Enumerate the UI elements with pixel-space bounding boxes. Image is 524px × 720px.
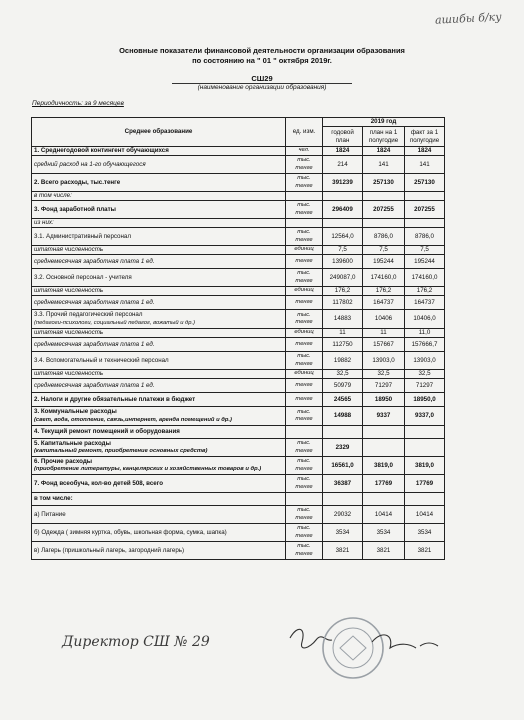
row-label-text: в том числе: [34, 192, 72, 200]
row-unit: тенге [286, 338, 323, 352]
row-unit: тыс. тенге [286, 269, 323, 287]
row-label [32, 219, 286, 228]
plan-half-value: 207255 [363, 201, 405, 219]
plan-half-value [363, 426, 405, 439]
row-label-text: 2. Всего расходы, тыс.тенге [34, 178, 121, 186]
row-label-text: 5. Капитальные расходы [34, 439, 111, 447]
fact-half-value: 141 [405, 156, 445, 174]
row-label [32, 192, 286, 201]
table-row [32, 506, 445, 524]
table-row [32, 255, 445, 269]
row-unit: тыс. тенге [286, 457, 323, 475]
annual-plan-value: 249087,0 [323, 269, 363, 287]
plan-half-value: 157667 [363, 338, 405, 352]
row-label [32, 338, 286, 352]
annual-plan-value: 14883 [323, 310, 363, 329]
annual-plan-value: 7,5 [323, 246, 363, 255]
row-label-text: штатная численность [34, 246, 104, 254]
table-row [32, 246, 445, 255]
row-label-text: б) Одежда ( зимняя куртка, обувь, школьная форма, сумка, шапка) [34, 528, 227, 536]
row-label [32, 147, 286, 156]
table-row [32, 370, 445, 379]
fact-half-value: 164737 [405, 296, 445, 310]
row-label-text: среднемесячная заработная плата 1 ед. [34, 257, 155, 265]
table-row [32, 219, 445, 228]
organization-caption: (наименование организации образования) [197, 84, 327, 91]
row-label [32, 493, 286, 506]
annual-plan-value: 36387 [323, 475, 363, 493]
fact-half-value [405, 219, 445, 228]
fact-half-value [405, 426, 445, 439]
row-unit: тыс. тенге [286, 201, 323, 219]
row-unit: тыс. тенге [286, 439, 323, 457]
plan-half-value [363, 192, 405, 201]
fact-half-value [405, 493, 445, 506]
row-unit: тенге [286, 393, 323, 407]
fact-half-value: 9337,0 [405, 407, 445, 426]
row-label [32, 506, 286, 524]
table-row [32, 457, 445, 475]
row-unit: тыс. тенге [286, 156, 323, 174]
row-label [32, 524, 286, 542]
row-label-text: 3.2. Основной персонал - учителя [34, 273, 132, 281]
plan-half-value: 8786,0 [363, 228, 405, 246]
annual-plan-value [323, 192, 363, 201]
table-row [32, 407, 445, 426]
plan-half-value: 195244 [363, 255, 405, 269]
row-unit: единиц [286, 246, 323, 255]
annual-plan-value: 50979 [323, 379, 363, 393]
annual-plan-value: 32,5 [323, 370, 363, 379]
annual-plan-value [323, 219, 363, 228]
row-label [32, 352, 286, 370]
row-unit: тыс. тенге [286, 228, 323, 246]
table-row [32, 192, 445, 201]
row-label [32, 287, 286, 296]
row-label [32, 457, 286, 475]
plan-half-value: 9337 [363, 407, 405, 426]
plan-half-value: 17769 [363, 475, 405, 493]
annual-plan-value: 3534 [323, 524, 363, 542]
row-unit: тенге [286, 255, 323, 269]
row-label-text: 7. Фонд всеобуча, кол-во детей 508, всего [34, 479, 163, 487]
row-sublabel: (педагоги-психологи, социальный педагог, вожатый и др.) [34, 319, 196, 326]
annual-plan-value: 14988 [323, 407, 363, 426]
row-sublabel: (свет, вода, отопление, связь,интернет, аренда помещений и др.) [34, 416, 232, 423]
table-row [32, 329, 445, 338]
plan-half-value: 164737 [363, 296, 405, 310]
annual-plan-value: 12564,0 [323, 228, 363, 246]
row-unit [286, 192, 323, 201]
row-unit: единиц [286, 329, 323, 338]
annual-plan-value: 117802 [323, 296, 363, 310]
annual-plan-value: 214 [323, 156, 363, 174]
table-row [32, 439, 445, 457]
row-unit: тыс. тенге [286, 542, 323, 560]
table-row [32, 352, 445, 370]
row-label [32, 475, 286, 493]
row-label [32, 228, 286, 246]
periodicity-label: Периодичность: за 9 месяцев [32, 100, 124, 107]
row-unit: тыс. тенге [286, 524, 323, 542]
row-unit [286, 493, 323, 506]
table-row [32, 475, 445, 493]
table-row [32, 174, 445, 192]
annual-plan-value: 391239 [323, 174, 363, 192]
row-label-text: 3.3. Прочий педагогический персонал [34, 311, 143, 319]
annual-plan-value: 296409 [323, 201, 363, 219]
plan-half-value: 7,5 [363, 246, 405, 255]
fact-half-value: 3821 [405, 542, 445, 560]
fact-half-value: 7,5 [405, 246, 445, 255]
row-label-text: штатная численность [34, 287, 104, 295]
handwritten-corner-note: ашибы б/ку [435, 10, 503, 27]
row-label [32, 156, 286, 174]
plan-half-value [363, 219, 405, 228]
annual-plan-value [323, 493, 363, 506]
plan-half-value: 3821 [363, 542, 405, 560]
row-label-text: в) Лагерь (пришкольный лагерь, загородний лагерь) [34, 546, 185, 554]
row-label [32, 201, 286, 219]
fact-half-value: 176,2 [405, 287, 445, 296]
header-name: Среднее образование [32, 118, 286, 147]
plan-half-value: 71297 [363, 379, 405, 393]
document-date-line: по состоянию на " 01 " октября 2019г. [192, 56, 332, 65]
row-sublabel: (капитальный ремонт, приобретение основных средств) [34, 448, 208, 454]
row-label-text: 1. Среднегодовой контингент обучающихся [34, 147, 169, 155]
row-unit: тыс. тенге [286, 475, 323, 493]
annual-plan-value: 3821 [323, 542, 363, 560]
table-row [32, 426, 445, 439]
table-row [32, 201, 445, 219]
plan-half-value: 32,5 [363, 370, 405, 379]
fact-half-value: 207255 [405, 201, 445, 219]
plan-half-value: 257130 [363, 174, 405, 192]
fact-half-value: 13903,0 [405, 352, 445, 370]
annual-plan-value: 19882 [323, 352, 363, 370]
row-unit: тыс. тенге [286, 352, 323, 370]
plan-half-value: 10414 [363, 506, 405, 524]
fact-half-value: 195244 [405, 255, 445, 269]
row-label-text: 3. Фонд заработной платы [34, 205, 116, 213]
fact-half-value: 3534 [405, 524, 445, 542]
row-label [32, 329, 286, 338]
fact-half-value [405, 439, 445, 457]
row-label [32, 407, 286, 426]
row-label [32, 542, 286, 560]
table-row [32, 379, 445, 393]
annual-plan-value: 29032 [323, 506, 363, 524]
row-label-text: среднемесячная заработная плата 1 ед. [34, 381, 155, 389]
row-label-text: 3.4. Вспомогательный и технический персонал [34, 356, 169, 364]
table-body [32, 147, 445, 560]
header-year: 2019 год [323, 118, 445, 127]
row-sublabel: (приобретение литературы, канцелярских и хозяйственных товаров и др.) [34, 466, 262, 472]
annual-plan-value: 176,2 [323, 287, 363, 296]
table-row [32, 493, 445, 506]
plan-half-value: 3819,0 [363, 457, 405, 475]
row-label [32, 393, 286, 407]
annual-plan-value: 24565 [323, 393, 363, 407]
plan-half-value: 1824 [363, 147, 405, 156]
row-unit: тыс. тенге [286, 310, 323, 329]
row-label-text: средний расход на 1-го обучающегося [34, 160, 146, 168]
row-unit: тыс. тенге [286, 506, 323, 524]
plan-half-value: 176,2 [363, 287, 405, 296]
row-unit: единиц [286, 287, 323, 296]
row-unit: чел. [286, 147, 323, 156]
annual-plan-value: 112750 [323, 338, 363, 352]
row-unit: тенге [286, 296, 323, 310]
plan-half-value: 11 [363, 329, 405, 338]
row-label [32, 296, 286, 310]
plan-half-value: 174160,0 [363, 269, 405, 287]
header-annual-plan: годовой план [323, 127, 363, 147]
row-unit [286, 426, 323, 439]
fact-half-value: 257130 [405, 174, 445, 192]
fact-half-value: 3819,0 [405, 457, 445, 475]
fact-half-value: 174160,0 [405, 269, 445, 287]
annual-plan-value [323, 426, 363, 439]
row-unit: тыс. тенге [286, 174, 323, 192]
row-label-text: а) Питание [34, 510, 66, 518]
stamp-seal [323, 618, 383, 678]
annual-plan-value: 1824 [323, 147, 363, 156]
fact-half-value: 32,5 [405, 370, 445, 379]
row-label [32, 370, 286, 379]
row-label [32, 426, 286, 439]
table-row [32, 156, 445, 174]
plan-half-value: 10406 [363, 310, 405, 329]
organization-name: СШ29 [251, 74, 273, 83]
row-unit: тыс. тенге [286, 407, 323, 426]
table-row [32, 542, 445, 560]
table-row [32, 338, 445, 352]
header-unit: ед. изм. [286, 118, 323, 147]
table-row [32, 269, 445, 287]
row-label-text: среднемесячная заработная плата 1 ед. [34, 340, 155, 348]
table-row [32, 287, 445, 296]
fact-half-value: 18950,0 [405, 393, 445, 407]
row-label-text: 3. Коммунальные расходы [34, 408, 117, 416]
row-label-text: в том числе: [34, 495, 73, 503]
row-label [32, 255, 286, 269]
row-label [32, 310, 286, 329]
row-unit: единиц [286, 370, 323, 379]
plan-half-value: 3534 [363, 524, 405, 542]
row-label-text: штатная численность [34, 370, 104, 378]
row-label-text: среднемесячная заработная плата 1 ед. [34, 298, 155, 306]
table-row [32, 147, 445, 156]
fact-half-value: 10406,0 [405, 310, 445, 329]
row-label [32, 269, 286, 287]
row-label [32, 174, 286, 192]
table-row [32, 524, 445, 542]
annual-plan-value: 139600 [323, 255, 363, 269]
plan-half-value: 18950 [363, 393, 405, 407]
fact-half-value [405, 192, 445, 201]
row-unit: тенге [286, 379, 323, 393]
table-row [32, 228, 445, 246]
fact-half-value: 17769 [405, 475, 445, 493]
fact-half-value: 10414 [405, 506, 445, 524]
row-label-text: 6. Прочие расходы [34, 457, 93, 465]
handwritten-director-text: Директор СШ № 29 [62, 634, 210, 650]
plan-half-value: 13903,0 [363, 352, 405, 370]
plan-half-value: 141 [363, 156, 405, 174]
plan-half-value [363, 439, 405, 457]
fact-half-value: 1824 [405, 147, 445, 156]
annual-plan-value: 16561,0 [323, 457, 363, 475]
row-unit [286, 219, 323, 228]
signature-area [0, 610, 524, 710]
table-row [32, 310, 445, 329]
row-label-text: 3.1. Административный персонал [34, 232, 131, 240]
row-label-text: 4. Текущий ремонт помещений и оборудования [34, 428, 180, 436]
header-fact-half: факт за 1 полугодие [405, 127, 445, 147]
row-label [32, 439, 286, 457]
plan-half-value [363, 493, 405, 506]
document-title: Основные показатели финансовой деятельности организации образования [119, 46, 405, 55]
row-label [32, 379, 286, 393]
fact-half-value: 8786,0 [405, 228, 445, 246]
row-label-text: штатная численность [34, 329, 104, 337]
fact-half-value: 157666,7 [405, 338, 445, 352]
annual-plan-value: 11 [323, 329, 363, 338]
row-label-text: 2. Налоги и другие обязательные платежи в бюджет [34, 395, 196, 403]
header-plan-half: план на 1 полугодие [363, 127, 405, 147]
table-row [32, 296, 445, 310]
fact-half-value: 11,0 [405, 329, 445, 338]
fact-half-value: 71297 [405, 379, 445, 393]
row-label [32, 246, 286, 255]
table-row [32, 393, 445, 407]
row-label-text: из них: [34, 219, 54, 227]
director-signature [290, 629, 332, 648]
annual-plan-value: 2329 [323, 439, 363, 457]
financial-table [31, 117, 445, 560]
